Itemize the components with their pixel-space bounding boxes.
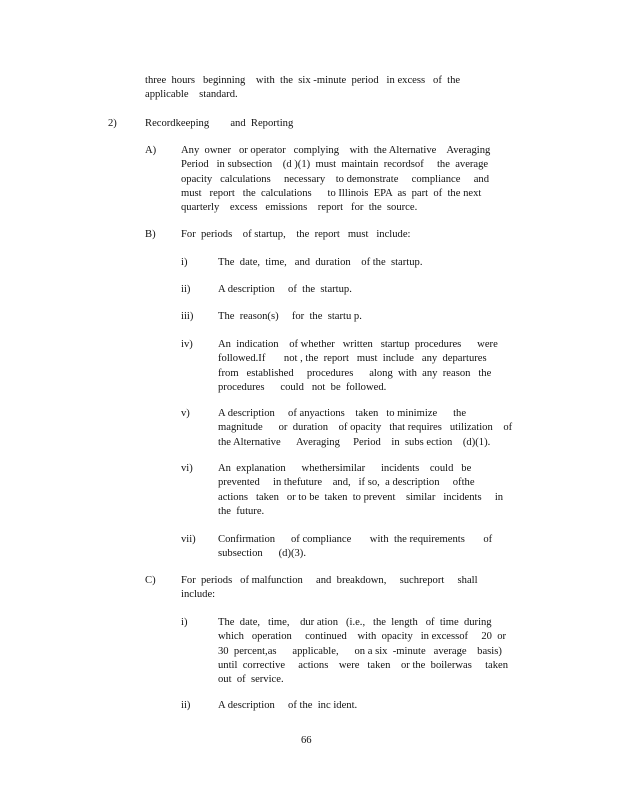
- list-item-text: A description of anyactions taken to minimize the magnitude or duration of opacity that requires utilization of the Alternative Averaging Period in subs ection (d)(1).: [218, 408, 513, 448]
- subsection-a-label: A): [145, 145, 157, 156]
- list-item-text: The date, time, and duration of the startup.: [218, 257, 423, 268]
- list-item-text: The date, time, dur ation (i.e., the length of time during which operation continued with opacity in excessof 20 or 30 percent,as applicable, on a six -minute average basis) until corrective actions were taken or the boilerwas taken out of service.: [218, 617, 509, 686]
- list-item-text: An indication of whether written startup procedures were followed.If not , the report must include any departures from established procedures along with any reason the procedures could not be followed.: [218, 339, 498, 393]
- continuation-paragraph: three hours beginning with the six -minute period in excess of the applicable standard.: [145, 75, 461, 101]
- subsection-c-label: C): [145, 575, 156, 586]
- list-item-text: An explanation whethersimilar incidents could be prevented in thefuture and, if so, a description ofthe actions taken or to be taken to prevent similar incidents in the future.: [218, 463, 504, 517]
- section-2-number: 2): [108, 118, 117, 129]
- list-item-number: vii): [181, 534, 196, 545]
- list-item-number: ii): [181, 700, 191, 711]
- list-item-number: i): [181, 257, 188, 268]
- list-item-text: Confirmation of compliance with the requirements of subsection (d)(3).: [218, 534, 493, 560]
- list-item-text: A description of the startup.: [218, 284, 352, 295]
- subsection-a-text: Any owner or operator complying with the Alternative Averaging Period in subsection (d )(1) must maintain recordsof the average opacity calculations necessary to demonstrate compliance and must report the calculations to Illinois EPA as part of the next quarterly excess emissions report for the source.: [181, 145, 491, 214]
- list-item-number: v): [181, 408, 190, 419]
- list-item-number: iii): [181, 311, 194, 322]
- list-item-text: The reason(s) for the startu p.: [218, 311, 362, 322]
- subsection-c-intro: For periods of malfunction and breakdown, suchreport shall include:: [181, 575, 478, 601]
- page-number: 66: [301, 735, 312, 746]
- list-item-number: ii): [181, 284, 191, 295]
- list-item-number: iv): [181, 339, 193, 350]
- list-item-text: A description of the inc ident.: [218, 700, 358, 711]
- subsection-b-label: B): [145, 229, 156, 240]
- section-2-heading: Recordkeeping and Reporting: [145, 118, 294, 129]
- list-item-number: vi): [181, 463, 193, 474]
- list-item-number: i): [181, 617, 188, 628]
- subsection-b-intro: For periods of startup, the report must include:: [181, 229, 411, 240]
